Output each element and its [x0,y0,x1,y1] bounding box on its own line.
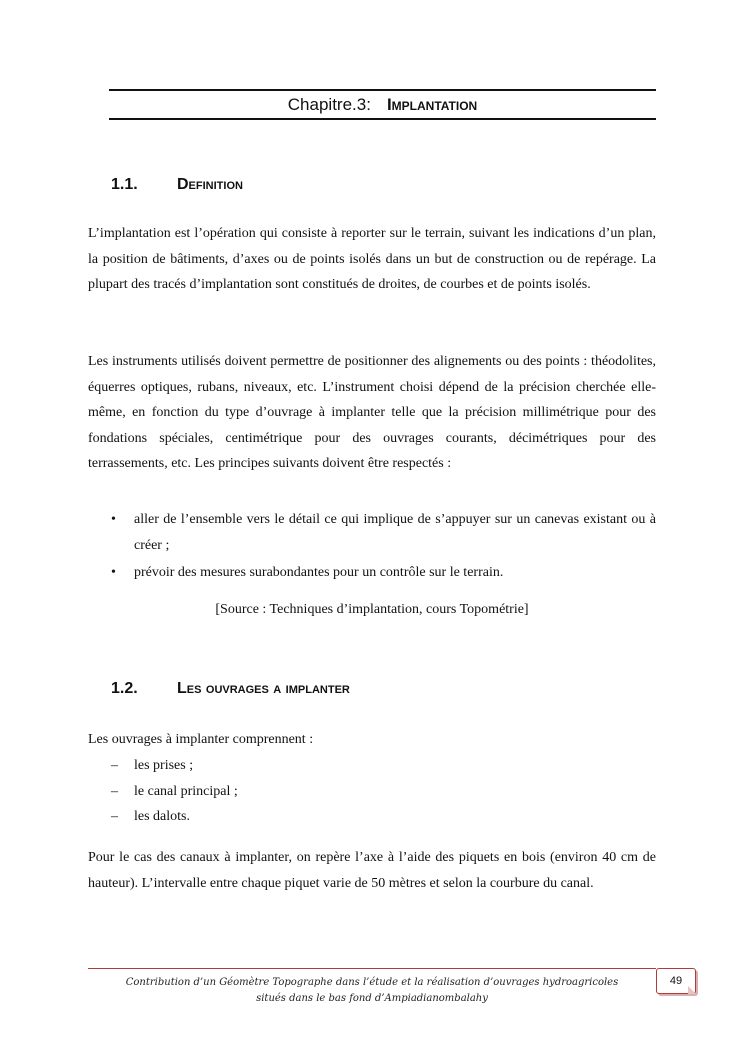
chapter-header [109,89,656,120]
page-fold-icon [688,986,696,994]
canaux-paragraph: Pour le cas des canaux à implanter, on repère l’axe à l’aide des piquets en bois (environ 40 cm de hauteur). L’intervalle entre chaque piquet varie de 50 mètres et selon la courbure du canal. [88,850,656,891]
bullet-icon: • [111,512,116,527]
instruments-paragraph: Les instruments utilisés doivent permettre de positionner des alignements ou des points : théodolites, équerres optiques, rubans, niveaux, etc. L’instrument choisi dépend de la précision cherchée elle-même, en fonction du type d’ouvrage à implanter telle que la précision millimétrique pour des fondations spéciales, centimétrique pour des ouvrages courants, décimétriques pour des terrassements, etc. Les principes suivants doivent être respectés : [88,354,656,472]
ouvrages-list [88,753,656,830]
section-heading-ouvrages [111,680,350,698]
footer-text: Contribution d’un Géomètre Topographe dans l’étude et la réalisation d’ouvrages hydroagricoles situés dans le bas fond d’Ampiadianombalahy [125,977,619,1004]
chapter-title: Implantation [386,94,478,114]
list-item [88,779,656,805]
section-heading-definition [111,176,243,194]
section-title: Les ouvrages a implanter [177,680,350,697]
list-item-text: le canal principal ; [134,783,238,799]
bullet-icon: • [111,565,116,581]
dash-icon: – [111,783,118,799]
section-number: 1.2. [111,680,138,697]
definition-paragraph: L’implantation est l’opération qui consiste à reporter sur le terrain, suivant les indications d’un plan, la position de bâtiments, d’axes ou de points isolés dans un but de construction ou de repérage. La plupart des tracés d’implantation sont constitués de droites, de courbes et de points isolés. [88,226,656,293]
page-number: 49 [669,975,683,987]
section-number: 1.1. [111,176,138,193]
list-item-text: les dalots. [134,809,190,825]
page-number-badge [656,968,696,994]
dash-icon: – [111,758,118,773]
list-item-text: les prises ; [134,758,194,773]
dash-icon: – [111,809,118,825]
list-item-text: aller de l’ensemble vers le détail ce qui implique de s’appuyer sur un canevas existant ou à créer ; [134,512,656,553]
list-item [88,560,656,586]
list-item [88,804,656,830]
list-item [88,753,656,779]
source-citation: [Source : Techniques d’implantation, cours Topométrie] [215,602,529,617]
footer-divider [88,968,656,969]
principles-list [88,507,656,588]
section-title: Definition [177,176,243,193]
chapter-prefix: Chapitre.3: [287,94,371,114]
ouvrages-intro: Les ouvrages à implanter comprennent : [88,732,314,747]
list-item [88,507,656,558]
list-item-text: prévoir des mesures surabondantes pour un contrôle sur le terrain. [134,565,504,581]
